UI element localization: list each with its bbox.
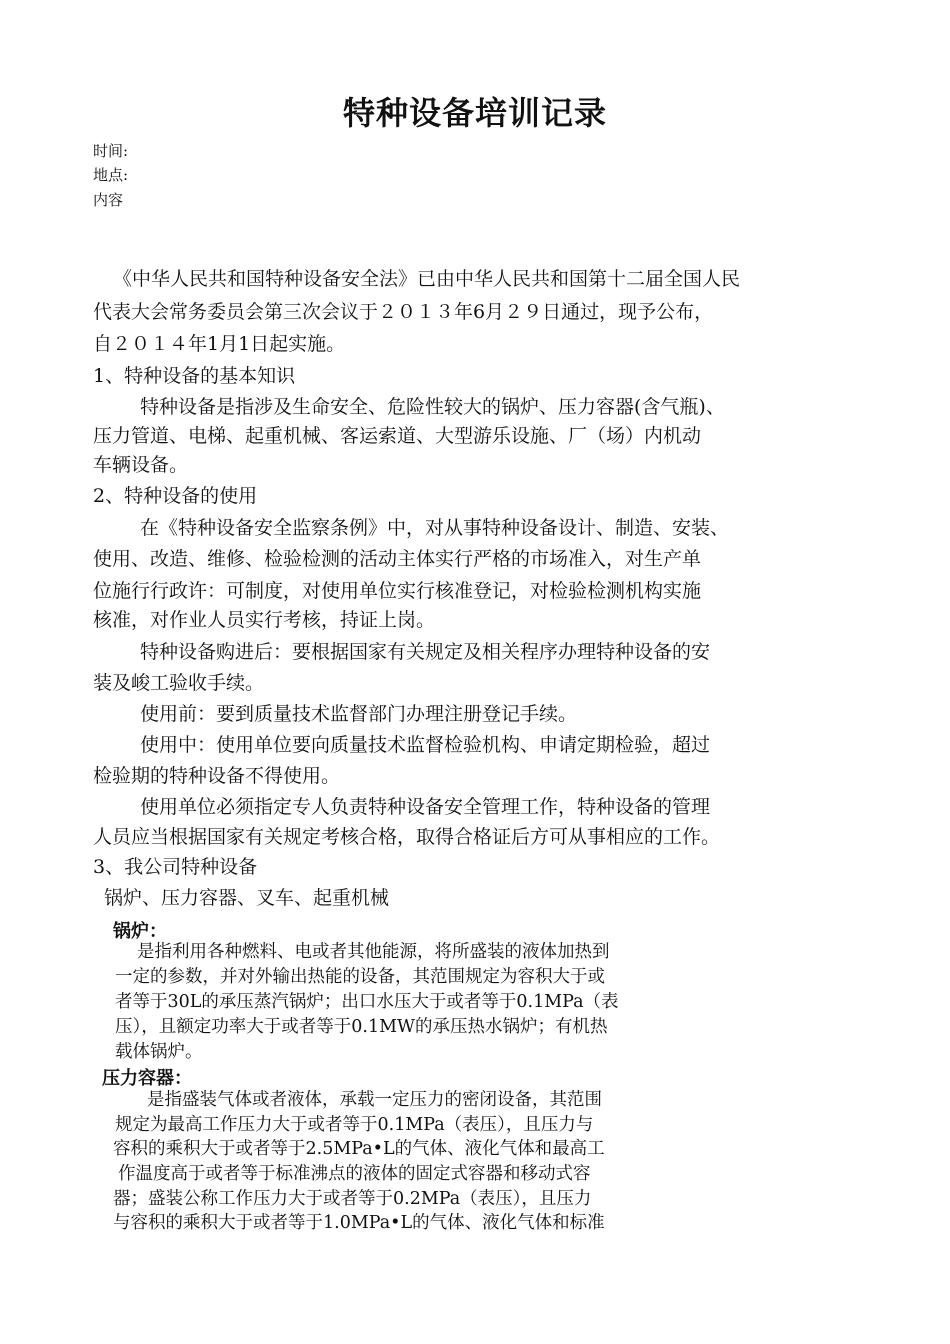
vessel-line: 是指盛装气体或者液体，承载一定压力的密闭设备，其范围: [147, 1090, 602, 1110]
section2-line: 在《特种设备安全监察条例》中，对从事特种设备设计、制造、安装、: [140, 517, 730, 539]
section1-line: 车辆设备。: [93, 454, 189, 476]
meta-content: 内容: [93, 191, 124, 209]
boiler-heading: 锅炉：: [113, 921, 167, 942]
section3-heading: 3、我公司特种设备: [93, 856, 258, 878]
section1-line: 特种设备是指涉及生命安全、危险性较大的锅炉、压力容器(含气瓶)、: [140, 396, 725, 418]
vessel-line: 与容积的乘积大于或者等于1.0MPa•L的气体、液化气体和标准: [113, 1213, 605, 1233]
section2-line: 使用、改造、维修、检验检测的活动主体实行严格的市场准入，对生产单: [93, 548, 702, 570]
boiler-line: 一定的参数，并对外输出热能的设备，其范围规定为容积大于或: [115, 967, 605, 987]
section1-heading: 1、特种设备的基本知识: [93, 365, 296, 387]
section1-line: 压力管道、电梯、起重机械、客运索道、大型游乐设施、厂（场）内机动: [93, 425, 702, 447]
section2-heading: 2、特种设备的使用: [93, 485, 258, 507]
vessel-line: 容积的乘积大于或者等于2.5MPa•L的气体、液化气体和最高工: [113, 1139, 605, 1159]
section2-line: 特种设备购进后：要根据国家有关规定及相关程序办理特种设备的安: [140, 641, 711, 663]
boiler-line: 压），且额定功率大于或者等于0.1MW的承压热水锅炉；有机热: [115, 1017, 608, 1037]
intro-line: 代表大会常务委员会第三次会议于２０１３年6月２９日通过，现予公布，: [93, 301, 714, 323]
meta-place: 地点:: [93, 166, 129, 184]
vessel-line: 作温度高于或者等于标准沸点的液体的固定式容器和移动式容: [118, 1164, 591, 1184]
boiler-line: 者等于30L的承压蒸汽锅炉；出口水压大于或者等于0.1MPa（表: [115, 992, 619, 1012]
section2-line: 检验期的特种设备不得使用。: [93, 765, 341, 787]
boiler-line: 载体锅炉。: [115, 1042, 203, 1062]
document-title: 特种设备培训记录: [342, 94, 607, 132]
section2-line: 装及峻工验收手续。: [93, 672, 265, 694]
boiler-line: 是指利用各种燃料、电或者其他能源，将所盛装的液体加热到: [137, 942, 610, 962]
section2-line: 位施行行政许：可制度，对使用单位实行核准登记，对检验检测机构实施: [93, 580, 702, 602]
section2-line: 人员应当根据国家有关规定考核合格，取得合格证后方可从事相应的工作。: [93, 826, 721, 848]
section2-line: 使用中：使用单位要向质量技术监督检验机构、申请定期检验，超过: [140, 734, 711, 756]
meta-time: 时间:: [93, 142, 129, 160]
intro-line: 自２０１４年1月1日起实施。: [93, 333, 346, 355]
intro-line: 《中华人民共和国特种设备安全法》已由中华人民共和国第十二届全国人民: [113, 268, 741, 290]
section2-line: 使用前：要到质量技术监督部门办理注册登记手续。: [140, 703, 578, 725]
vessel-heading: 压力容器：: [102, 1068, 192, 1089]
section2-line: 使用单位必须指定专人负责特种设备安全管理工作，特种设备的管理: [140, 796, 711, 818]
section2-line: 核准，对作业人员实行考核，持证上岗。: [93, 609, 436, 631]
vessel-line: 规定为最高工作压力大于或者等于0.1MPa（表压），且压力与: [115, 1115, 594, 1135]
vessel-line: 器；盛装公称工作压力大于或者等于0.2MPa（表压），且压力: [113, 1189, 592, 1209]
equipment-list: 锅炉、压力容器、叉车、起重机械: [104, 887, 390, 909]
